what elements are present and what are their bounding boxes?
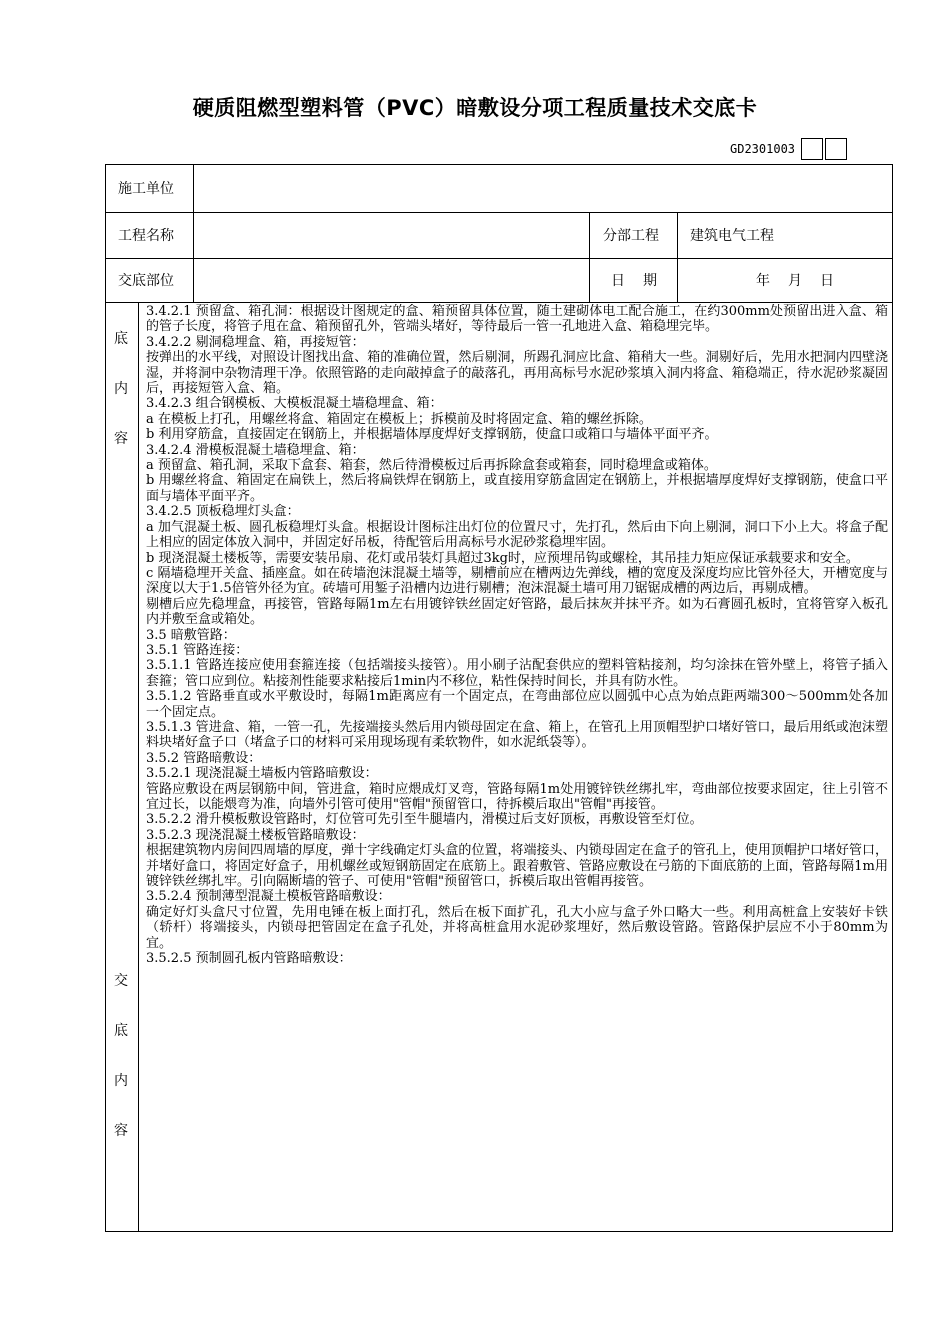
- side-char: 容: [114, 1123, 128, 1139]
- disclosure-location-field[interactable]: [195, 260, 587, 300]
- content-paragraph: 3.5.2.1 现浇混凝土墙板内管路暗敷设：: [146, 766, 378, 782]
- construction-unit-field[interactable]: [195, 166, 890, 210]
- disclosure-content: [146, 304, 888, 1229]
- side-label-bottom: [106, 970, 136, 1140]
- row-divider-1: [105, 212, 893, 213]
- mid-column-divider-1: [589, 212, 590, 302]
- subproject-label: 分部工程: [603, 228, 659, 244]
- date-value: 年 月 日: [756, 273, 836, 289]
- disclosure-location-label: 交底部位: [118, 273, 174, 289]
- content-paragraph: 3.5.1 管路连接：: [146, 642, 249, 658]
- construction-unit-label: 施工单位: [118, 181, 174, 197]
- row-divider-3: [105, 302, 893, 303]
- label-column-divider: [193, 164, 194, 302]
- content-paragraph: 3.4.2.1 预留盒、箱孔洞：根据设计图规定的盒、箱预留具体位置，随土建砌体电工配合施工，在约300mm处预留出进入盒、箱的管子长度，将管子甩在盒、箱预留孔外，管端头堵好，等待最后一管一孔地进入盒、箱稳埋完毕。: [146, 304, 888, 335]
- table-border-bottom: [105, 1231, 893, 1232]
- side-char: 底: [114, 1023, 128, 1039]
- table-border-top: [105, 164, 893, 165]
- document-code: GD2301003: [730, 142, 796, 156]
- subproject-value: 建筑电气工程: [690, 228, 774, 244]
- content-paragraph: 3.5.1.2 管路垂直或水平敷设时，每隔1m距离应有一个固定点，在弯曲部位应以圆弧中心点为始点距两端300～500mm处各加一个固定点。: [146, 689, 888, 720]
- content-paragraph: b 用螺丝将盒、箱固定在扁铁上，然后将扁铁焊在钢筋上，或直接用穿筋盒固定在钢筋上，并根据墙厚度焊好支撑钢筋，使盒口平面与墙体平面平齐。: [146, 473, 888, 504]
- content-paragraph: 3.5.2.2 滑升模板敷设管路时，灯位管可先引至牛腿墙内，滑模过后支好顶板，再敷设管至灯位。: [146, 812, 703, 828]
- code-checkbox-2[interactable]: [825, 138, 847, 160]
- content-paragraph: 3.5.2.3 现浇混凝土楼板管路暗敷设：: [146, 827, 365, 843]
- side-char: 容: [114, 431, 128, 447]
- content-paragraph: b 利用穿筋盒，直接固定在钢筋上，并根据墙体厚度焊好支撑钢筋，使盒口或箱口与墙体平面平齐。: [146, 427, 718, 443]
- content-paragraph: 3.5.2.4 预制薄型混凝土模板管路暗敷设：: [146, 889, 391, 905]
- content-paragraph: c 隔墙稳埋开关盒、插座盒。如在砖墙泡沫混凝土墙等，剔槽前应在槽两边先弹线，槽的宽度及深度均应比管外径大，开槽宽度与深度以大于1.5倍管外径为宜。砖墙可用錾子沿槽内边进行剔槽；泡沫混凝土墙可用刀锯锯成槽的两边后，再剔成槽。: [146, 565, 888, 597]
- side-char: 底: [114, 331, 128, 347]
- side-char: 交: [114, 973, 128, 989]
- content-paragraph: 管路应敷设在两层钢筋中间，管进盒，箱时应煨成灯叉弯，管路每隔1m处用镀锌铁丝绑扎牢，弯曲部位按要求固定，往上引管不宜过长，以能煨弯为准，向墙外引管可使用"管帽"预留管口，待拆模后取出"管帽"再接管。: [146, 781, 888, 812]
- content-paragraph: 按弹出的水平线，对照设计图找出盒、箱的准确位置，然后剔洞，所踢孔洞应比盒、箱稍大一些。洞剔好后，先用水把洞内四壁浇湿，并将洞中杂物清理干净。依照管路的走向敲掉盒子的敲落孔，再用高标号水泥砂浆填入洞内将盒、箱稳端正，待水泥砂浆凝固后，再接短管入盒、箱。: [146, 350, 888, 397]
- code-checkbox-1[interactable]: [801, 138, 823, 160]
- table-border-right: [892, 164, 893, 1231]
- page-title: 硬质阻燃型塑料管（PVC）暗敷设分项工程质量技术交底卡: [192, 96, 758, 120]
- side-label-top: [106, 328, 136, 448]
- side-char: 内: [114, 381, 128, 397]
- content-paragraph: b 现浇混凝土楼板等，需要安装吊扇、花灯或吊装灯具超过3kg时，应预埋吊钩或螺栓，其吊挂力矩应保证承载要求和安全。: [146, 550, 859, 566]
- content-paragraph: 3.5.2 管路暗敷设：: [146, 750, 262, 766]
- mid-column-divider-2: [677, 212, 678, 302]
- content-paragraph: 3.5.2.5 预制圆孔板内管路暗敷设：: [146, 951, 352, 967]
- content-paragraph: 3.4.2.5 顶板稳埋灯头盒：: [146, 504, 300, 520]
- date-label: 日 期: [611, 273, 659, 289]
- content-paragraph: a 预留盒、箱孔洞，采取下盒套、箱套，然后待滑模板过后再拆除盒套或箱套，同时稳埋盒或箱体。: [146, 458, 717, 474]
- content-paragraph: a 加气混凝土板、圆孔板稳埋灯头盒。根据设计图标注出灯位的位置尺寸，先打孔，然后由下向上剔洞，洞口下小上大。将盒子配上相应的固定体放入洞中，并固定好吊板，待配管后用高标号水泥砂浆稳埋牢固。: [146, 519, 888, 551]
- content-paragraph: 确定好灯头盒尺寸位置，先用电锤在板上面打孔，然后在板下面扩孔，孔大小应与盒子外口略大一些。利用高桩盒上安装好卡铁（轿杆）将端接头，内锁母把管固定在盒子孔处，并将高桩盒用水泥砂浆埋好，然后敷设管路。管路保护层应不小于80mm为宜。: [146, 904, 888, 951]
- project-name-label: 工程名称: [118, 228, 174, 244]
- content-paragraph: 3.5 暗敷管路：: [146, 627, 236, 643]
- content-paragraph: 3.4.2.3 组合钢模板、大模板混凝土墙稳埋盒、箱：: [146, 396, 443, 412]
- side-char: 内: [114, 1073, 128, 1089]
- content-paragraph: 根据建筑物内房间四周墙的厚度，弹十字线确定灯头盒的位置，将端接头、内锁母固定在盒子的管孔上，使用顶帽护口堵好管口，并堵好盒口，将固定好盒子，用机螺丝或短钢筋固定在底筋上。跟着敷管、管路应敷设在弓筋的下面底筋的上面，管路每隔1m用镀锌铁丝绑扎牢。引向隔断墙的管子、可使用"管帽"预留管口，拆模后取出管帽再接管。: [146, 843, 888, 890]
- content-paragraph: a 在模板上打孔，用螺丝将盒、箱固定在模板上；拆模前及时将固定盒、箱的螺丝拆除。: [146, 411, 652, 427]
- content-paragraph: 3.4.2.4 滑模板混凝土墙稳埋盒、箱：: [146, 442, 365, 458]
- content-paragraph: 3.5.1.1 管路连接应使用套箍连接（包括端接头接管）。用小刷子沾配套供应的塑料管粘接剂，均匀涂抹在管外壁上，将管子插入套箍；管口应到位。粘接剂性能要求粘接后1min内不移位，粘性保持时间长，并具有防水性。: [146, 658, 888, 689]
- content-paragraph: 3.4.2.2 剔洞稳埋盒、箱，再接短管：: [146, 334, 365, 350]
- content-paragraph: 3.5.1.3 管进盒、箱，一管一孔，先接端接头然后用内锁母固定在盒、箱上，在管孔上用顶帽型护口堵好管口，最后用纸或泡沫塑料块堵好盒子口（堵盒子口的材料可采用现场现有柔软物件，如水泥纸袋等）。: [146, 719, 888, 751]
- document-code-row: [730, 138, 847, 160]
- content-paragraph: 剔槽后应先稳埋盒，再接管，管路每隔1m左右用镀锌铁丝固定好管路，最后抹灰并抹平齐。如为石膏圆孔板时，宜将管穿入板孔内并敷至盒或箱处。: [146, 596, 888, 628]
- side-label-divider: [138, 302, 139, 1231]
- project-name-field[interactable]: [195, 214, 587, 256]
